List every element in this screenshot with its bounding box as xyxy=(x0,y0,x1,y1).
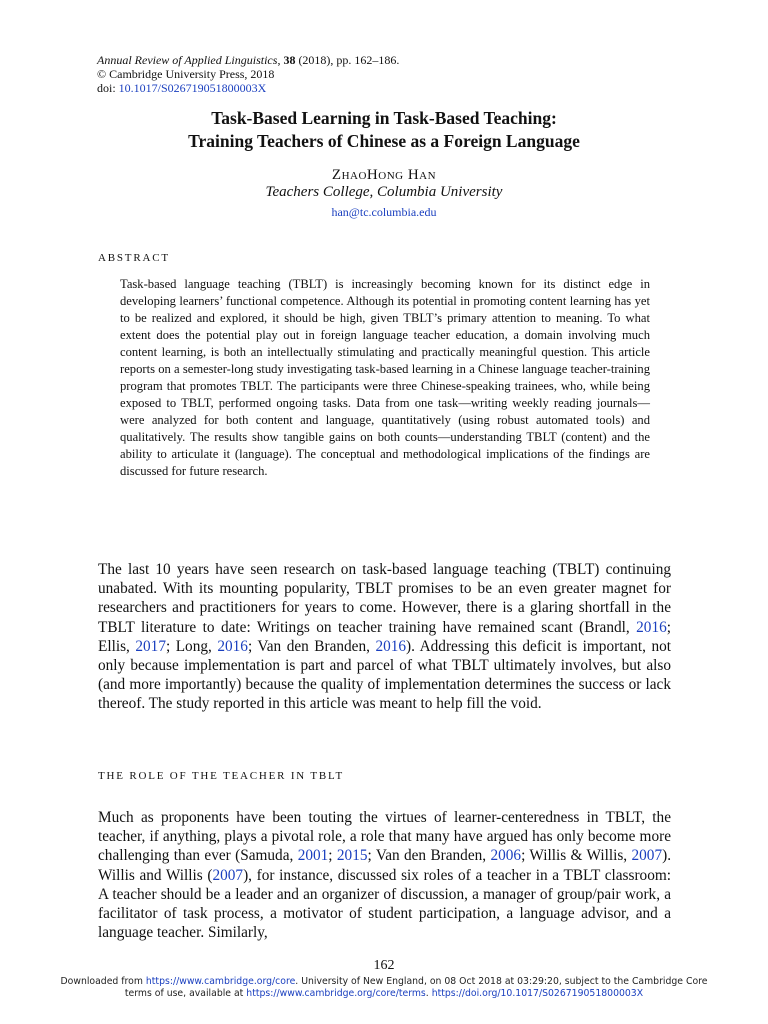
citation-link[interactable]: 2016 xyxy=(636,618,667,636)
title-line-2: Training Teachers of Chinese as a Foreign Language xyxy=(188,131,580,151)
journal-name: Annual Review of Applied Linguistics xyxy=(97,53,278,67)
copyright-line: © Cambridge University Press, 2018 xyxy=(97,67,275,81)
intro-text xyxy=(98,560,671,714)
abstract-body xyxy=(120,276,650,480)
footer-line-2 xyxy=(0,988,768,1000)
citation-link[interactable]: 2001 xyxy=(297,847,329,865)
doi-link[interactable]: 10.1017/S026719051800003X xyxy=(118,81,267,95)
abstract-heading: ABSTRACT xyxy=(98,252,170,264)
citation-link[interactable]: 2007 xyxy=(631,847,663,865)
author-affiliation: Teachers College, Columbia University xyxy=(265,184,503,200)
footer-text: . University of New England, on 08 Oct 2018 at 03:29:20, subject to the Cambridge Core xyxy=(295,976,708,987)
author-name: ZhaoHong Han xyxy=(331,167,437,183)
terms-link[interactable]: https://www.cambridge.org/core/terms xyxy=(246,988,426,999)
citation-link[interactable]: 2016 xyxy=(217,637,248,655)
text-run: ). Addressing this deficit is important, not only because implementation is part and parcel of what TBLT ultimately involves, but also (and more importantly) because the quality of implementation determines the success or lack thereof. The study reported in this article was meant to help fill the void. xyxy=(98,637,671,713)
text-run: ; Ellis, xyxy=(98,618,671,655)
citation-link[interactable]: 2007 xyxy=(212,866,244,884)
footer-text: terms of use, available at xyxy=(124,988,247,999)
intro-paragraph xyxy=(98,560,671,714)
citation-line xyxy=(97,53,399,67)
section-heading: THE ROLE OF THE TEACHER IN TBLT xyxy=(98,770,345,782)
citation-link[interactable]: 2006 xyxy=(490,847,522,865)
citation-link[interactable]: 2016 xyxy=(375,637,407,655)
text-run: ; Van den Branden, xyxy=(367,847,491,865)
text-run: ; Willis & Willis, xyxy=(521,847,632,865)
citation-link[interactable]: 2015 xyxy=(336,847,368,865)
footer-doi-link[interactable]: https://doi.org/10.1017/S026719051800003X xyxy=(431,988,644,999)
text-run: ; Van den Branden, xyxy=(247,637,376,655)
footer-text: Downloaded from xyxy=(60,976,146,987)
doi-label: doi: xyxy=(97,81,119,95)
text-run: ; Long, xyxy=(165,637,218,655)
text-run: The last 10 years have seen research on task-based language teaching (TBLT) continuing unabated. With its mounting popularity, TBLT promises to be an even greater magnet for researchers and practitioners for years to come. However, there is a glaring shortfall in the TBLT literature to date: Writings on teacher training have remained scant (Brandl, xyxy=(98,561,671,636)
text-run: Much as proponents have been touting the virtues of learner-centeredness in TBLT, the teacher, if anything, plays a pivotal role, a role that many have argued has only become more challenging than ever (Samuda, xyxy=(98,809,671,865)
doi-line xyxy=(97,81,399,95)
download-footer xyxy=(0,976,768,1000)
footer-line-1 xyxy=(0,976,768,988)
citation-separator: , xyxy=(277,53,284,67)
text-run: ), for instance, discussed six roles of a teacher in a TBLT classroom: A teacher should be a leader and an organizer of discussion, a manager of group/pair work, a facilitator of task process, a motivator of student participation, a language advisor, and a language teacher. Similarly, xyxy=(98,866,671,942)
section-text xyxy=(98,808,671,942)
text-run: ). Willis and Willis ( xyxy=(98,847,672,884)
page-number: 162 xyxy=(373,958,395,973)
cambridge-core-link[interactable]: https://www.cambridge.org/core xyxy=(145,976,296,987)
volume-number: 38 xyxy=(283,53,296,67)
article-title xyxy=(0,107,768,153)
text-run: ; xyxy=(328,847,337,865)
title-line-1: Task-Based Learning in Task-Based Teaching: xyxy=(211,108,557,128)
citation-details: (2018), pp. 162–186. xyxy=(295,53,400,67)
footer-text: . xyxy=(425,988,432,999)
citation-header xyxy=(97,53,399,95)
abstract-text: Task-based language teaching (TBLT) is increasingly becoming known for its distinct edge in developing learners’ functional competence. Although its potential in promoting content learning has yet to be realized and explored, it should be high, given TBLT’s primary attention to meaning. To what extent does the potential play out in foreign language teacher education, a domain involving much content learning, is both an intellectually stimulating and practically meaningful question. This article reports on a semester-long study investigating task-based learning in a Chinese language teacher-training program that promotes TBLT. The participants were three Chinese-speaking trainees, who, while being exposed to TBLT, performed ongoing tasks. Data from one task—writing weekly reading journals—were analyzed for both content and language, quantitatively (using robust automated tools) and qualitatively. The results show tangible gains on both counts—understanding TBLT (content) and the ability to articulate it (language). The conceptual and methodological implications of the findings are discussed for future research. xyxy=(120,277,650,478)
author-email-link[interactable]: han@tc.columbia.edu xyxy=(331,205,437,219)
section-paragraph xyxy=(98,808,671,942)
citation-link[interactable]: 2017 xyxy=(135,637,166,655)
